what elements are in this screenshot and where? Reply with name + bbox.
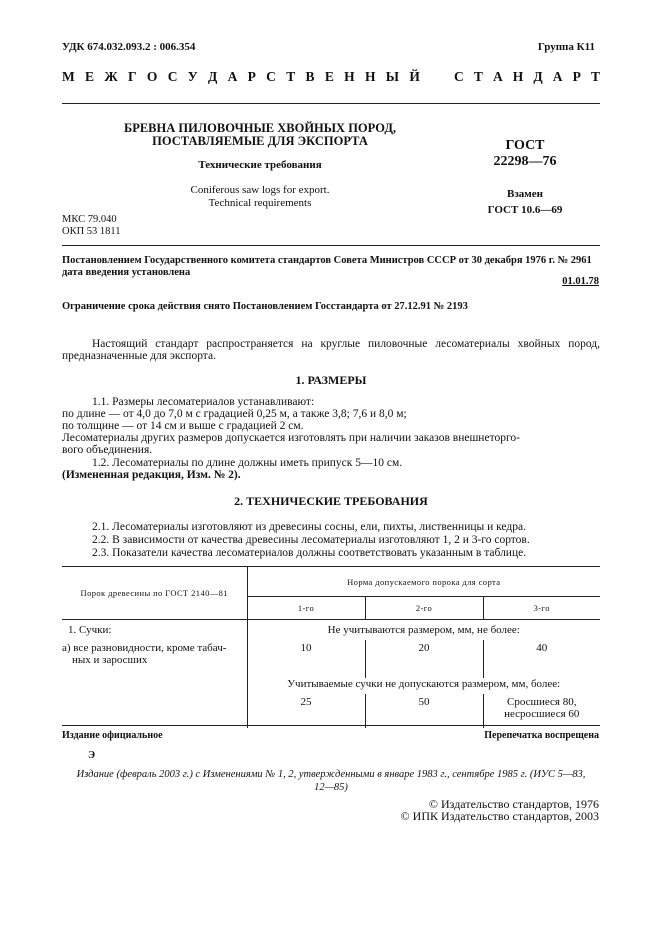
validity-limit-note: Ограничение срока действия снято Постановлением Госстандарта от 27.12.91 № 2193 — [62, 301, 468, 312]
english-title — [110, 184, 410, 210]
row-all-types-label — [62, 640, 247, 678]
gost-label: ГОСТ — [505, 138, 545, 153]
title-divider — [62, 245, 600, 246]
row-all-types-grade3: 40 — [536, 642, 548, 654]
replaces-block — [470, 186, 580, 218]
decree-text — [62, 255, 592, 279]
introduction-date: 01.01.78 — [562, 276, 599, 287]
row-counted-grade3-b: несросшиеся 60 — [504, 708, 580, 720]
grade-header-3: 3-го — [483, 597, 600, 620]
grade-header-2: 2-го — [365, 597, 483, 620]
english-title-line1: Coniferous saw logs for export. — [190, 184, 330, 196]
row-counted-grade3-a: Сросшиеся 80, — [507, 696, 577, 708]
footer-divider — [62, 725, 600, 726]
row-counted-grade3 — [483, 694, 600, 728]
row-counted-grade2: 50 — [365, 694, 483, 728]
classification-codes — [62, 214, 121, 238]
document-subtitle: Технические требования — [198, 159, 322, 171]
row-knots-note: Не учитываются размером, мм, не более: — [327, 624, 520, 636]
section2-heading: 2. ТЕХНИЧЕСКИЕ ТРЕБОВАНИЯ — [234, 494, 428, 508]
row-counted-empty — [62, 678, 247, 694]
title-line2: ПОСТАВЛЯЕМЫЕ ДЛЯ ЭКСПОРТА — [152, 134, 368, 148]
copyright-block — [401, 798, 599, 822]
s2-p2: 2.2. В зависимости от качества древесины лесоматериалы изготовляют 1, 2 и 3-го сортов. — [92, 534, 530, 546]
title-line1: БРЕВНА ПИЛОВОЧНЫЕ ХВОЙНЫХ ПОРОД, — [123, 121, 397, 135]
s1-p4a: Лесоматериалы других размеров допускается изготовлять при наличии заказов внешнеторго- — [62, 432, 520, 444]
replaces-number: ГОСТ 10.6—69 — [487, 204, 563, 216]
row-all-types-grade1: 10 — [247, 640, 365, 678]
udk-code: УДК 674.032.093.2 : 006.354 — [62, 41, 196, 53]
official-edition: Издание официальное — [62, 730, 163, 741]
edition-note — [62, 768, 600, 794]
row-all-types-grade2: 20 — [365, 640, 483, 678]
s2-p3: 2.3. Показатели качества лесоматериалов должны соответствовать указанным в таблице. — [92, 547, 527, 559]
edition-mark: Э — [88, 750, 96, 761]
s1-p1: 1.1. Размеры лесоматериалов устанавливают: — [92, 396, 315, 408]
edition-note-line1: Издание (февраль 2003 г.) с Изменениями № 1, 2, утвержденными в январе 1983 г., сентябре 1985 г. (ИУС 5—83, — [76, 769, 586, 780]
document-title — [110, 122, 410, 148]
decree-line2: дата введения установлена — [62, 267, 191, 278]
edition-note-line2: 12—85) — [314, 782, 348, 793]
row-counted-note: Учитываемые сучки не допускаются размером, мм, более: — [287, 678, 561, 690]
row-all-types-label-a: а) все разновидности, кроме табач- — [62, 642, 227, 654]
mks-code: МКС 79.040 — [62, 214, 117, 225]
english-title-line2: Technical requirements — [208, 197, 312, 209]
copyright-1976: © Издательство стандартов, 1976 — [428, 797, 599, 811]
s1-p5: 1.2. Лесоматериалы по длине должны иметь припуск 5—10 см. — [92, 457, 403, 469]
row-counted-label — [62, 694, 247, 728]
row-knots-label: 1. Сучки: — [62, 620, 247, 641]
standard-type-word2: С Т А Н Д А Р Т — [454, 69, 600, 84]
gost-designation — [470, 138, 580, 170]
standard-type-banner — [62, 69, 600, 85]
decree-line1: Постановлением Государственного комитета стандартов Совета Министров СССР от 30 декабря 1976 г. № 2961 — [62, 255, 592, 266]
s1-p3: по толщине — от 14 см и выше с градацией 2 см. — [62, 420, 304, 432]
defect-column-header: Порок древесины по ГОСТ 2140—81 — [62, 567, 247, 620]
header-divider — [62, 103, 600, 104]
quality-table — [62, 566, 600, 728]
gost-number: 22298—76 — [493, 154, 557, 169]
okp-code: ОКП 53 1811 — [62, 226, 121, 237]
group-code: Группа К11 — [537, 41, 595, 53]
row-all-types-label-b: ных и заросших — [72, 654, 148, 666]
grade-header-1: 1-го — [247, 597, 365, 620]
row-counted-grade1: 25 — [247, 694, 365, 728]
s2-p1: 2.1. Лесоматериалы изготовляют из древесины сосны, ели, пихты, лиственницы и кедра. — [92, 521, 526, 533]
intro-paragraph: Настоящий стандарт распространяется на круглые пиловочные лесоматериалы хвойных пород, предназначенные для экспорта. — [62, 338, 600, 362]
replaces-label: Взамен — [507, 188, 543, 200]
copyright-2003: © ИПК Издательство стандартов, 2003 — [400, 809, 599, 823]
reprint-prohibited: Перепечатка воспрещена — [484, 730, 599, 741]
section1-heading: 1. РАЗМЕРЫ — [295, 373, 367, 387]
standard-type-word1: М Е Ж Г О С У Д А Р С Т В Е Н Н Ы Й — [62, 69, 420, 84]
s1-p6: (Измененная редакция, Изм. № 2). — [62, 469, 241, 481]
s1-p4b: вого объединения. — [62, 444, 153, 456]
s1-p2: по длине — от 4,0 до 7,0 м с градацией 0,25 м, а также 3,8; 7,6 и 8,0 м; — [62, 408, 407, 420]
grade-group-header: Норма допускаемого порока для сорта — [247, 567, 600, 597]
